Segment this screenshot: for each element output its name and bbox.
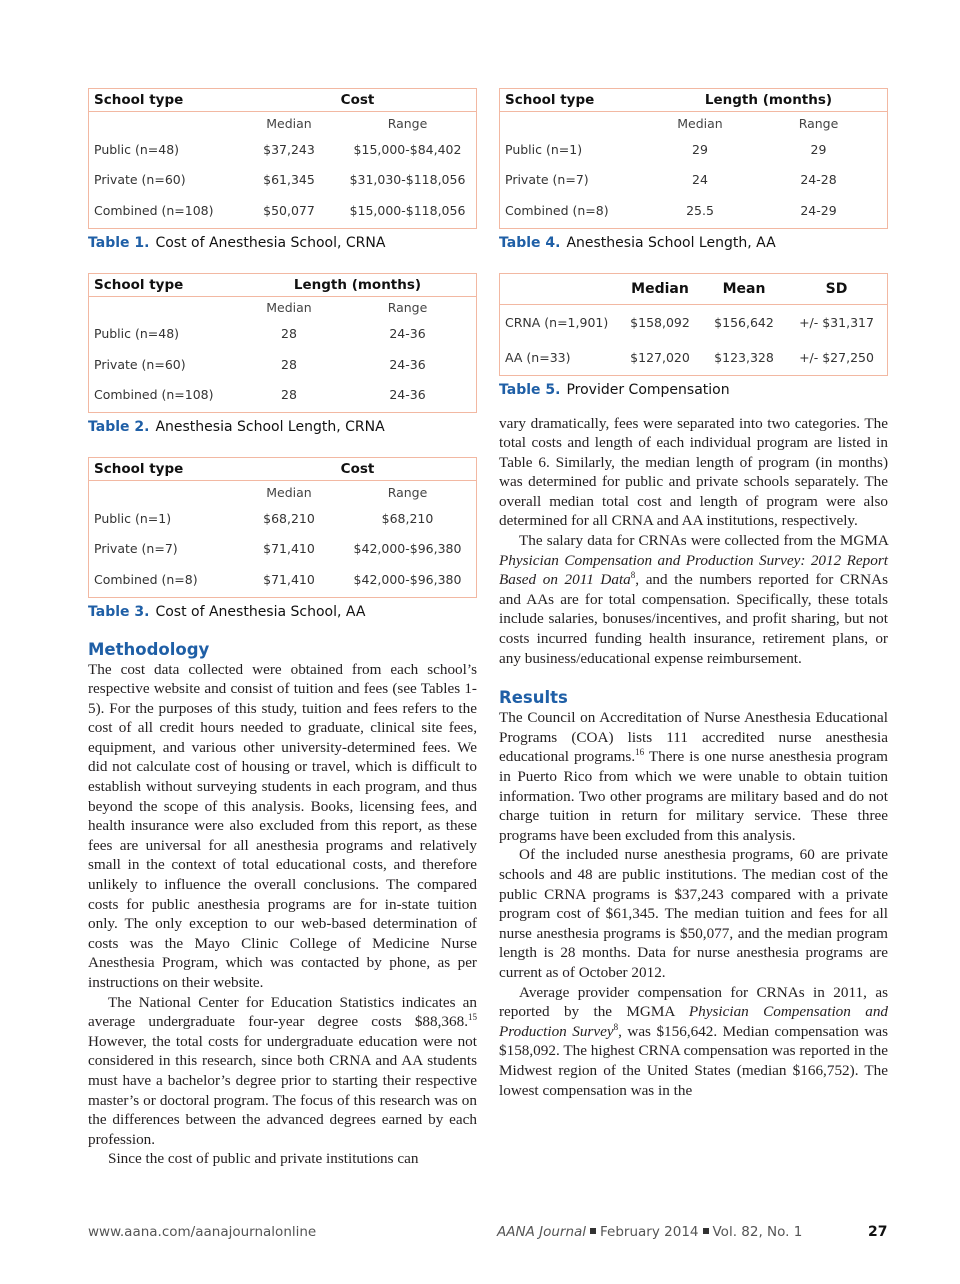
cell-type: Public (n=1) bbox=[505, 141, 583, 157]
cell-median: 29 bbox=[692, 141, 708, 157]
cell-type: Public (n=48) bbox=[94, 326, 180, 342]
caption-label: Table 4. bbox=[499, 234, 561, 251]
cell-range: 24-36 bbox=[389, 356, 426, 372]
cell-mean: $123,328 bbox=[714, 349, 774, 365]
cell-type: Private (n=60) bbox=[94, 356, 186, 372]
table-row bbox=[89, 564, 476, 595]
cell-range: 24-28 bbox=[800, 172, 837, 188]
page-number: 27 bbox=[868, 1224, 888, 1240]
subheader-range: Range bbox=[387, 484, 428, 500]
table-3-caption bbox=[88, 604, 477, 626]
header-school-type: School type bbox=[94, 92, 184, 108]
issue-date: February 2014 bbox=[600, 1224, 699, 1240]
table-header bbox=[89, 274, 476, 297]
cell-range: $42,000-$96,380 bbox=[353, 571, 462, 587]
caption-label: Table 3. bbox=[88, 603, 150, 620]
reference-15: 15 bbox=[468, 1012, 477, 1023]
table-header bbox=[500, 274, 887, 305]
caption-label: Table 5. bbox=[499, 381, 561, 398]
cell-type: Combined (n=108) bbox=[94, 202, 214, 218]
caption-text: Anesthesia School Length, CRNA bbox=[155, 419, 385, 435]
cell-median: $127,020 bbox=[630, 349, 690, 365]
footer-url: www.aana.com/aanajournalonline bbox=[88, 1224, 317, 1240]
caption-text: Anesthesia School Length, AA bbox=[566, 234, 776, 251]
footer-journal-info bbox=[497, 1224, 802, 1240]
journal-name: AANA Journal bbox=[497, 1224, 587, 1240]
table-2 bbox=[88, 273, 477, 414]
methodology-heading: Methodology bbox=[88, 639, 210, 659]
subheader-median: Median bbox=[266, 115, 312, 131]
methodology-paragraph-1: The cost data collected were obtained from each school’s respective website and consist of tuition and fees (see Tables 1-5). For the purposes of this study, tuition and fees refers to the cost of all credit hours needed to graduate, clinical site fees, equipment, and various other university-determined fees. We did not calculate cost of housing or travel, which is difficult to establish without surveying students in each program, and thus beyond the scope of this analysis. Books, licensing fees, and health insurance were also excluded from this report, as these fees are universal for all anesthesia programs and relatively small in the context of total educational costs, and therefore unlikely to influence the overall conclusions. The compared costs for public anesthesia programs are for in-state tuition only. The only exception to our web-based determination of costs was the Mayo Clinic College of Medicine Nurse Anesthesia Program, which was contacted by phone, as per instructions on their website. bbox=[88, 660, 477, 991]
methodology-section bbox=[88, 640, 477, 1169]
cell-median: 28 bbox=[281, 326, 297, 342]
cell-range: 24-36 bbox=[389, 326, 426, 342]
subheader-range: Range bbox=[387, 300, 428, 315]
table-row bbox=[89, 534, 476, 565]
survey-title: Physician Compensation and Production Survey: 2012 Report Based on 2011 Data bbox=[499, 551, 888, 589]
subheader-median: Median bbox=[677, 115, 723, 131]
volume: Vol. 82, No. 1 bbox=[712, 1224, 803, 1240]
cell-range: $15,000-$84,402 bbox=[353, 141, 462, 157]
cell-median: $37,243 bbox=[263, 141, 315, 157]
table-row bbox=[500, 340, 887, 375]
cell-median: $61,345 bbox=[263, 172, 315, 188]
cell-range: $31,030-$118,056 bbox=[349, 172, 466, 188]
results-heading: Results bbox=[499, 688, 568, 708]
table-row bbox=[89, 165, 476, 196]
cell-type: Public (n=1) bbox=[94, 510, 172, 526]
cell-type: Combined (n=8) bbox=[505, 202, 609, 218]
results-section bbox=[499, 688, 888, 1100]
header-sd: SD bbox=[825, 280, 848, 297]
cell-range: $68,210 bbox=[381, 510, 434, 526]
cell-range: 24-29 bbox=[800, 202, 837, 218]
caption-text: Provider Compensation bbox=[566, 381, 730, 398]
results-paragraph-2: Of the included nurse anesthesia programs, 60 are private schools and 48 are public institutions. The median cost of the public CRNA programs is $37,243 compared with a private program cost of $61,345. The median tuition and fees for all nurse anesthesia programs is $50,077, and the median program length is 28 months. Data for nurse anesthesia programs are current as of October 2012. bbox=[499, 846, 888, 981]
table-2-caption bbox=[88, 419, 477, 441]
cell-median: $50,077 bbox=[263, 202, 315, 218]
separator-square-icon bbox=[703, 1228, 709, 1234]
table-3 bbox=[88, 457, 477, 598]
header-median: Median bbox=[631, 280, 689, 297]
subheader-median: Median bbox=[266, 300, 312, 315]
cell-median: $71,410 bbox=[263, 571, 315, 587]
left-column bbox=[88, 88, 477, 1169]
table-row bbox=[500, 195, 887, 226]
cell-mean: $156,642 bbox=[714, 314, 774, 330]
table-5 bbox=[499, 273, 888, 376]
cell-range: $15,000-$118,056 bbox=[349, 202, 466, 218]
caption-text: Cost of Anesthesia School, AA bbox=[155, 603, 366, 620]
header-value: Cost bbox=[340, 461, 375, 477]
cell-median: $71,410 bbox=[263, 541, 315, 557]
header-mean: Mean bbox=[722, 280, 766, 297]
table-subheader bbox=[89, 297, 476, 319]
cell-type: Public (n=48) bbox=[94, 141, 180, 157]
separator-square-icon bbox=[590, 1228, 596, 1234]
table-row bbox=[500, 305, 887, 340]
results-paragraph-1: The Council on Accreditation of Nurse Anesthesia Educational Programs (COA) lists 111 accredited nurse anesthesia educational programs.$^{16}$ There is one nurse anesthesia program in Puerto Rico from which we were unable to obtain tuition information. Two other programs are military based and do not charge tuition in return for military service. These three programs have been excluded from this analysis. bbox=[499, 709, 888, 844]
table-header bbox=[89, 458, 476, 481]
table-subheader bbox=[89, 112, 476, 134]
cell-type: Combined (n=108) bbox=[94, 387, 214, 403]
right-column bbox=[499, 88, 888, 1100]
methodology-paragraph-3: Since the cost of public and private institutions can bbox=[108, 1150, 419, 1168]
table-1 bbox=[88, 88, 477, 229]
text-paragraph-1: vary dramatically, fees were separated into two categories. The total costs and length of each individual program are listed in Table 6. Similarly, the median length of program (in months) was determined for public and private schools separately. The overall median total cost and length of program were also determined for all CRNA and AA institutions, respectively. bbox=[499, 414, 888, 530]
table-row bbox=[89, 349, 476, 380]
table-subheader bbox=[500, 112, 887, 134]
cell-range: $42,000-$96,380 bbox=[353, 541, 462, 557]
table-row bbox=[89, 380, 476, 411]
cell-provider: CRNA (n=1,901) bbox=[505, 314, 609, 330]
table-1-caption bbox=[88, 235, 477, 257]
header-value: Length (months) bbox=[704, 92, 833, 108]
header-school-type: School type bbox=[94, 461, 184, 477]
right-text-section bbox=[499, 414, 888, 669]
cell-median: $158,092 bbox=[630, 314, 690, 330]
cell-median: 24 bbox=[692, 172, 708, 188]
caption-label: Table 2. bbox=[88, 419, 150, 435]
subheader-range: Range bbox=[387, 115, 428, 131]
table-header bbox=[500, 89, 887, 112]
reference-8: 8 bbox=[613, 1021, 619, 1032]
table-row bbox=[500, 165, 887, 196]
header-value: Length (months) bbox=[293, 276, 422, 293]
cell-type: Private (n=60) bbox=[94, 172, 186, 188]
cell-sd: +/- $31,317 bbox=[799, 314, 874, 330]
reference-16: 16 bbox=[635, 747, 645, 758]
cell-type: Private (n=7) bbox=[94, 541, 178, 557]
methodology-paragraph-2: The National Center for Education Statistics indicates an average undergraduate four-year degree costs $88,368.15 However, the total costs for undergraduate education were not considered in this research, since both CRNA and AA students must have a bachelor’s degree prior to starting their respective master’s or doctoral program. The focus of this research was on the differences between the advanced degrees earned by each profession. bbox=[88, 993, 477, 1148]
cell-median: $68,210 bbox=[263, 510, 315, 526]
cell-sd: +/- $27,250 bbox=[799, 349, 874, 365]
reference-8: 8 bbox=[630, 570, 636, 581]
cell-median: 28 bbox=[281, 356, 297, 372]
header-value: Cost bbox=[340, 92, 375, 108]
table-row bbox=[89, 319, 476, 350]
table-4 bbox=[499, 88, 888, 229]
cell-type: Private (n=7) bbox=[505, 172, 589, 188]
table-4-caption bbox=[499, 235, 888, 257]
table-row bbox=[500, 134, 887, 165]
table-row bbox=[89, 503, 476, 534]
table-header bbox=[89, 89, 476, 112]
cell-range: 29 bbox=[810, 141, 827, 157]
cell-median: 28 bbox=[281, 387, 297, 403]
subheader-median: Median bbox=[266, 484, 312, 500]
table-row bbox=[89, 134, 476, 165]
header-school-type: School type bbox=[94, 276, 184, 293]
caption-label: Table 1. bbox=[88, 234, 150, 251]
cell-median: 25.5 bbox=[686, 202, 714, 218]
caption-text: Cost of Anesthesia School, CRNA bbox=[155, 234, 386, 251]
cell-type: Combined (n=8) bbox=[94, 571, 198, 587]
table-5-caption bbox=[499, 382, 888, 404]
table-subheader bbox=[89, 481, 476, 503]
text-paragraph-2: The salary data for CRNAs were collected from the MGMA Physician Compensation and Production Survey: 2012 Report Based on 2011 Data$^8$, and the numbers reported for CRNAs and AAs are for total compensation. Specifically, these totals include salaries, bonuses/incentives, and profit sharing, but not costs incurred funding health insurance, retirement plans, or any business/educational expense reimbursement. bbox=[499, 532, 888, 667]
subheader-range: Range bbox=[798, 115, 839, 131]
table-row bbox=[89, 195, 476, 226]
survey-title: Physician Compensation and Production Survey bbox=[499, 1003, 889, 1040]
cell-provider: AA (n=33) bbox=[505, 349, 571, 365]
header-school-type: School type bbox=[505, 92, 595, 108]
results-paragraph-3: Average provider compensation for CRNAs in 2011, as reported by the MGMA Physician Compensation and Production Survey$^8$, was $156,642. Median compensation was $158,092. The highest CRNA compensation was reported in the Midwest region of the United States (median $166,752). The lowest compensation was in the bbox=[499, 983, 889, 1099]
cell-range: 24-36 bbox=[389, 387, 426, 403]
